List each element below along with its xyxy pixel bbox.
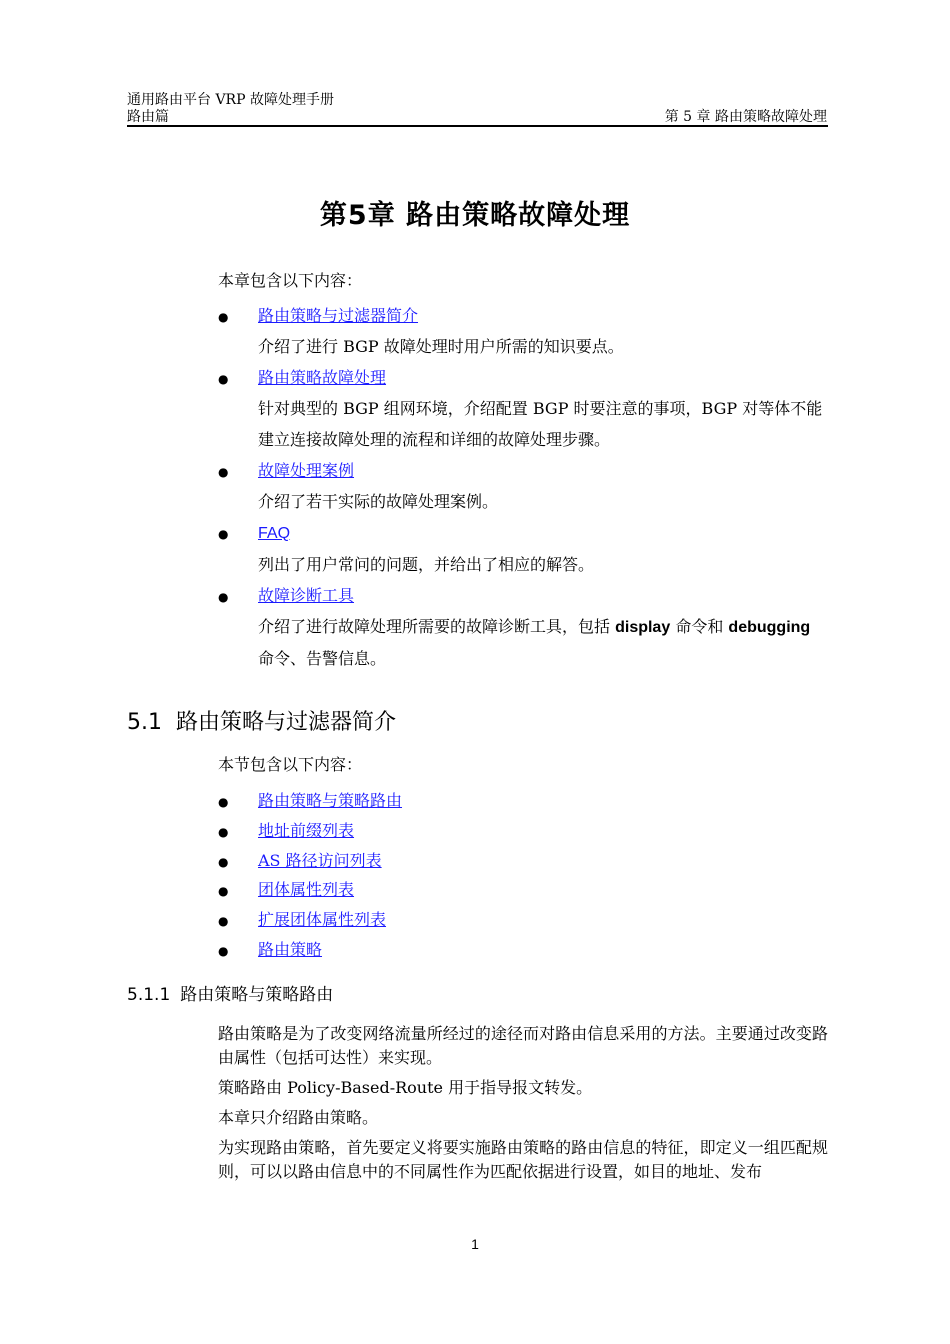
list-item: [218, 816, 828, 846]
list-item: [218, 905, 828, 935]
command-debugging: debugging: [728, 619, 811, 636]
link-route-policy[interactable]: 路由策略: [258, 939, 323, 959]
command-display: display: [615, 619, 671, 636]
link-prefix-list[interactable]: 地址前缀列表: [258, 820, 355, 840]
bullet-icon: ●: [218, 310, 229, 324]
section-body: [218, 1022, 828, 1190]
section-number: 5.1.1: [127, 985, 171, 1005]
section-number: 5.1: [127, 710, 162, 735]
header-manual-title: 通用路由平台 VRP 故障处理手册: [127, 92, 334, 108]
list-item: [218, 517, 828, 580]
link-troubleshooting-cases[interactable]: 故障处理案例: [258, 461, 355, 480]
paragraph: 本章只介绍路由策略。: [218, 1108, 379, 1127]
section-title: 路由策略与过滤器简介: [176, 710, 397, 735]
bullet-icon: ●: [218, 943, 229, 958]
item-description: 列出了用户常问的问题，并给出了相应的解答。: [258, 555, 595, 574]
link-faq[interactable]: FAQ: [258, 525, 291, 542]
list-item: [218, 300, 828, 362]
item-description: 介绍了若干实际的故障处理案例。: [258, 492, 499, 511]
list-item: [218, 580, 828, 674]
bullet-icon: ●: [218, 372, 229, 386]
bullet-icon: ●: [218, 884, 229, 899]
bullet-icon: ●: [218, 854, 229, 869]
section-contents-intro: 本节包含以下内容：: [218, 755, 363, 774]
chapter-contents: [218, 270, 828, 674]
section-heading-5-1: [127, 706, 396, 740]
item-description: 介绍了进行 BGP 故障处理时用户所需的知识要点。: [258, 337, 624, 356]
link-routing-policy-intro[interactable]: 路由策略与过滤器简介: [258, 306, 419, 325]
item-description: [258, 611, 828, 674]
link-community-list[interactable]: 团体属性列表: [258, 880, 355, 900]
desc-text: 命令和: [670, 617, 729, 636]
link-diagnostic-tools[interactable]: 故障诊断工具: [258, 586, 355, 605]
link-as-path-acl[interactable]: AS 路径访问列表: [258, 850, 382, 870]
link-policy-vs-pbr[interactable]: 路由策略与策略路由: [258, 791, 403, 810]
chapter-title: 第5章 路由策略故障处理: [319, 200, 631, 231]
bullet-icon: ●: [218, 824, 229, 839]
item-description: 针对典型的 BGP 组网环境，介绍配置 BGP 时要注意的事项，BGP 对等体不能建立连接故障处理的流程和详细的故障处理步骤。: [258, 399, 823, 449]
section-heading-5-1-1: [127, 982, 333, 1008]
paragraph: 为实现路由策略，首先要定义将要实施路由策略的路由信息的特征，即定义一组匹配规则，可以以路由信息中的不同属性作为匹配依据进行设置，如目的地址、发布: [218, 1138, 828, 1181]
paragraph: 策略路由 Policy-Based-Route 用于指导报文转发。: [218, 1078, 593, 1097]
list-item: [218, 786, 828, 816]
chapter-contents-intro: 本章包含以下内容：: [218, 271, 363, 290]
header-chapter: 第 5 章 路由策略故障处理: [664, 109, 827, 125]
bullet-icon: ●: [218, 590, 229, 604]
bullet-icon: ●: [218, 914, 229, 929]
section-contents: [218, 754, 828, 965]
list-item: [218, 362, 828, 455]
link-ext-community-list[interactable]: 扩展团体属性列表: [258, 910, 387, 930]
link-routing-policy-troubleshooting[interactable]: 路由策略故障处理: [258, 368, 387, 387]
list-item: [218, 875, 828, 905]
bullet-icon: ●: [218, 527, 229, 541]
header-volume: 路由篇: [127, 109, 169, 125]
bullet-icon: ●: [218, 795, 229, 809]
desc-text: 命令、告警信息。: [258, 649, 387, 668]
list-item: [218, 935, 828, 965]
list-item: [218, 455, 828, 517]
header-rule: [127, 125, 828, 127]
list-item: [218, 846, 828, 876]
bullet-icon: ●: [218, 465, 229, 479]
page-number: 1: [471, 1236, 479, 1252]
desc-text: 介绍了进行故障处理所需要的故障诊断工具，包括: [258, 617, 616, 636]
section-title: 路由策略与策略路由: [180, 985, 334, 1005]
paragraph: 路由策略是为了改变网络流量所经过的途径而对路由信息采用的方法。主要通过改变路由属性（包括可达性）来实现。: [218, 1024, 828, 1067]
